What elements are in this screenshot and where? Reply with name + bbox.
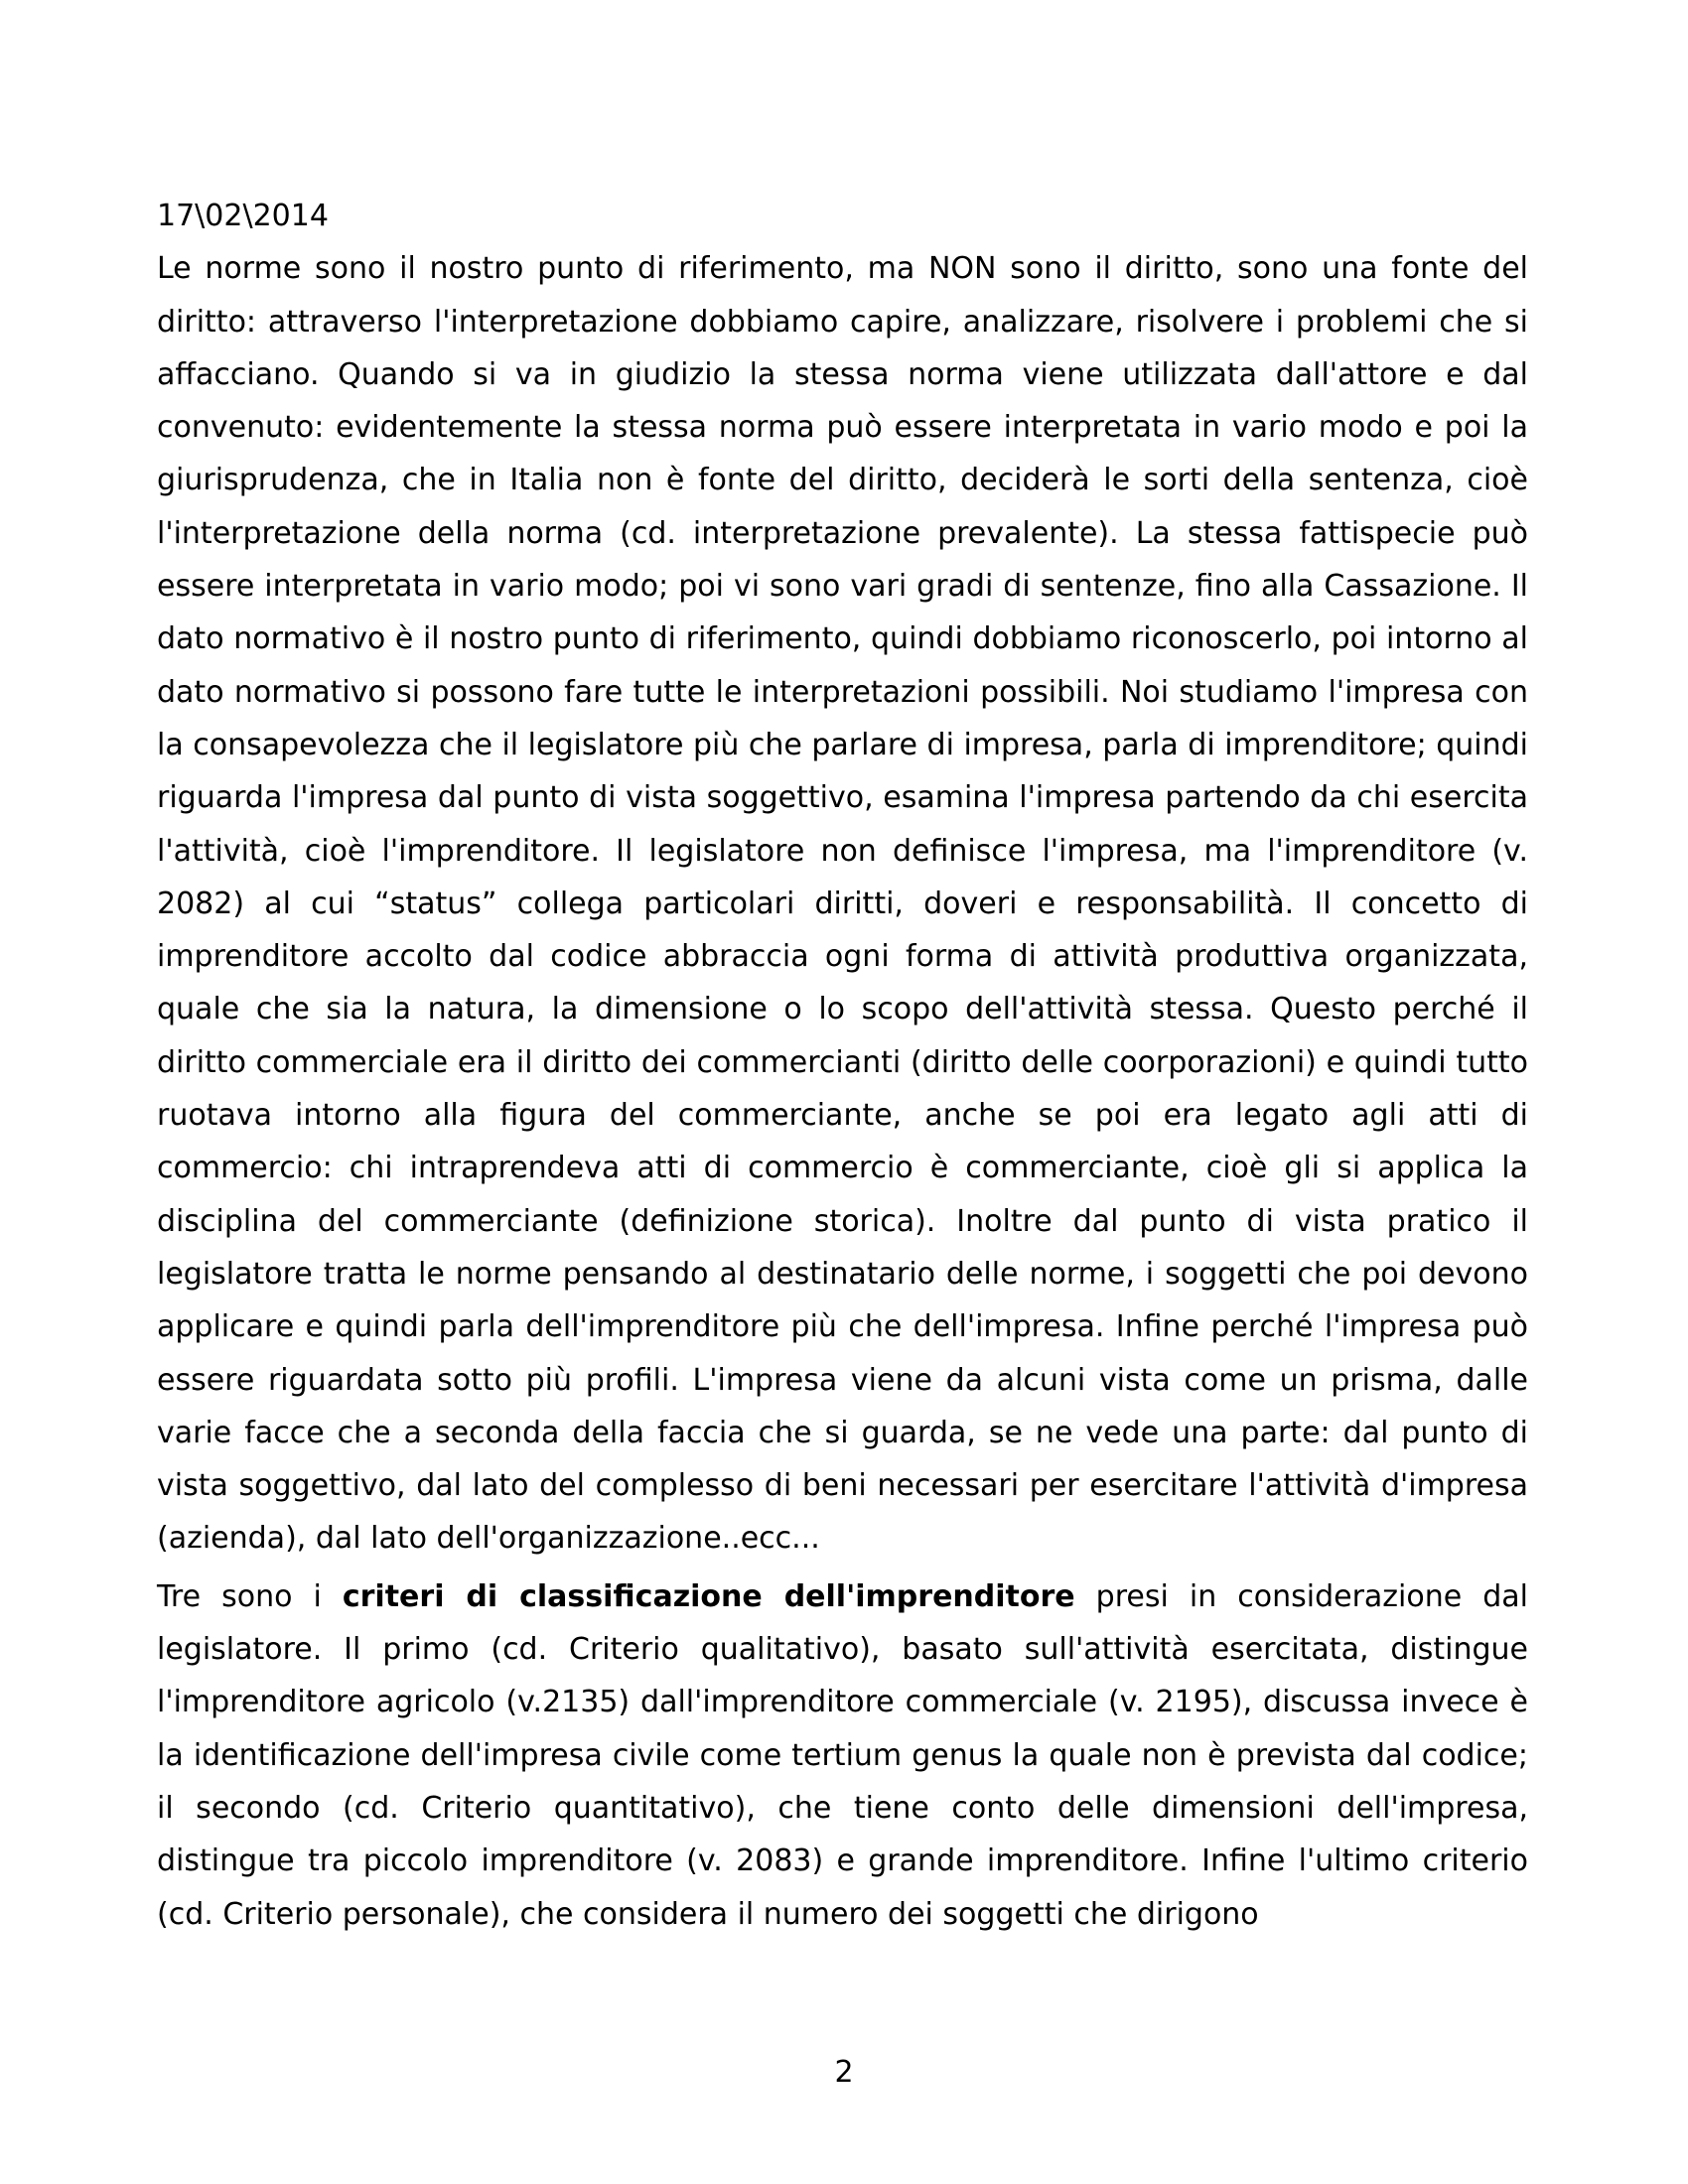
paragraph-criteri-rest: presi in considerazione dal legislatore. Il primo (cd. Criterio qualitativo), basato sull'attività esercitata, distingue l'imprenditore agricolo (v.2135) dall'imprenditore commerciale (v. 2195), discussa invece è la identificazione dell'impresa civile come tertium genus la quale non è prevista dal codice; il secondo (cd. Criterio quantitativo), che tiene conto delle dimensioni dell'impresa, distingue tra piccolo imprenditore (v. 2083) e grande imprenditore. Infine l'ultimo criterio (cd. Criterio personale), che considera il numero dei soggetti che dirigono xyxy=(157,1578,1528,1932)
paragraph-criteri xyxy=(157,1570,1528,1941)
page-content xyxy=(157,190,1528,1941)
document-date: 17\02\2014 xyxy=(157,199,329,233)
page-number: 2 xyxy=(834,2055,854,2090)
paragraph-criteri-bold-term: criteri di classificazione dell'imprenditore xyxy=(342,1578,1075,1614)
paragraph-norme: Le norme sono il nostro punto di riferimento, ma NON sono il diritto, sono una fonte del diritto: attraverso l'interpretazione dobbiamo capire, analizzare, risolvere i problemi che si affacciano. Quando si va in giudizio la stessa norma viene utilizzata dall'attore e dal convenuto: evidentemente la stessa norma può essere interpretata in vario modo e poi la giurisprudenza, che in Italia non è fonte del diritto, deciderà le sorti della sentenza, cioè l'interpretazione della norma (cd. interpretazione prevalente). La stessa fattispecie può essere interpretata in vario modo; poi vi sono vari gradi di sentenze, fino alla Cassazione. Il dato normativo è il nostro punto di riferimento, quindi dobbiamo riconoscerlo, poi intorno al dato normativo si possono fare tutte le interpretazioni possibili. Noi studiamo l'impresa con la consapevolezza che il legislatore più che parlare di impresa, parla di imprenditore; quindi riguarda l'impresa dal punto di vista soggettivo, esamina l'impresa partendo da chi esercita l'attività, cioè l'imprenditore. Il legislatore non definisce l'impresa, ma l'imprenditore (v. 2082) al cui “status” collega particolari diritti, doveri e responsabilità. Il concetto di imprenditore accolto dal codice abbraccia ogni forma di attività produttiva organizzata, quale che sia la natura, la dimensione o lo scopo dell'attività stessa. Questo perché il diritto commerciale era il diritto dei commercianti (diritto delle coorporazioni) e quindi tutto ruotava intorno alla figura del commerciante, anche se poi era legato agli atti di commercio: chi intraprendeva atti di commercio è commerciante, cioè gli si applica la disciplina del commerciante (definizione storica). Inoltre dal punto di vista pratico il legislatore tratta le norme pensando al destinatario delle norme, i soggetti che poi devono applicare e quindi parla dell'imprenditore più che dell'impresa. Infine perché l'impresa può essere riguardata sotto più profili. L'impresa viene da alcuni vista come un prisma, dalle varie facce che a seconda della faccia che si guarda, se ne vede una parte: dal punto di vista soggettivo, dal lato del complesso di beni necessari per esercitare l'attività d'impresa (azienda), dal lato dell'organizzazione..ecc... xyxy=(157,251,1528,1557)
paragraph-criteri-lead: Tre sono i xyxy=(157,1578,343,1614)
